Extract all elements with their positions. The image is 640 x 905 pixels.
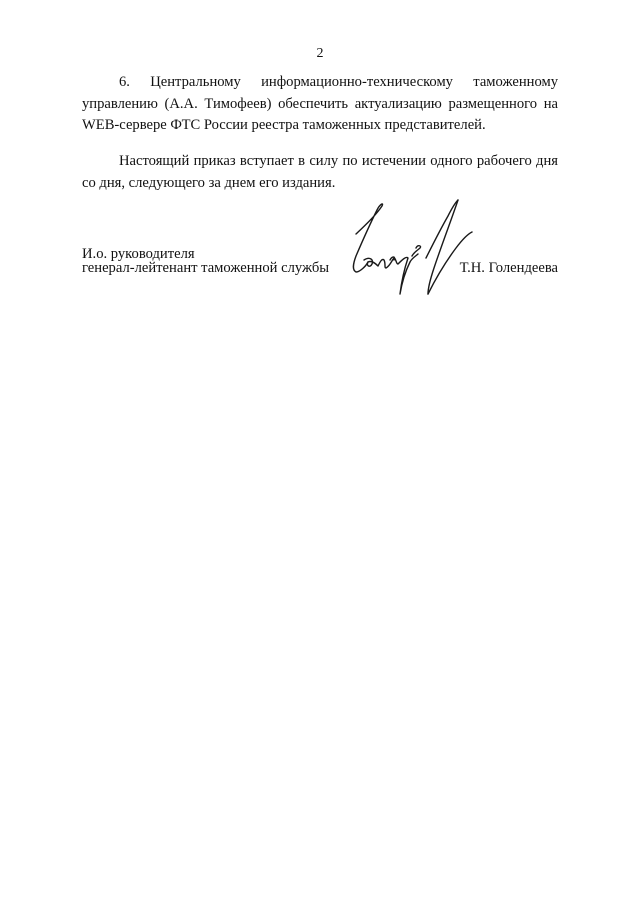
handwritten-signature-icon [344,198,474,308]
paragraph-item-6: 6. Центральному информационно-техническому таможенному управлению (А.А. Тимофеев) обеспечить актуализацию размещенного на WEB-сервере ФТС России реестра таможенных представителей. [82,74,558,133]
signer-rank: генерал-лейтенант таможенной службы [82,260,330,276]
paragraph-effective-date: Настоящий приказ вступает в силу по истечении одного рабочего дня со дня, следующего за днем его издания. [82,153,558,191]
signer-position: И.о. руководителя [82,246,195,262]
signature-block [82,244,558,324]
page-number: 2 [316,46,324,61]
signer-name: Т.Н. Голендеева [459,260,558,276]
